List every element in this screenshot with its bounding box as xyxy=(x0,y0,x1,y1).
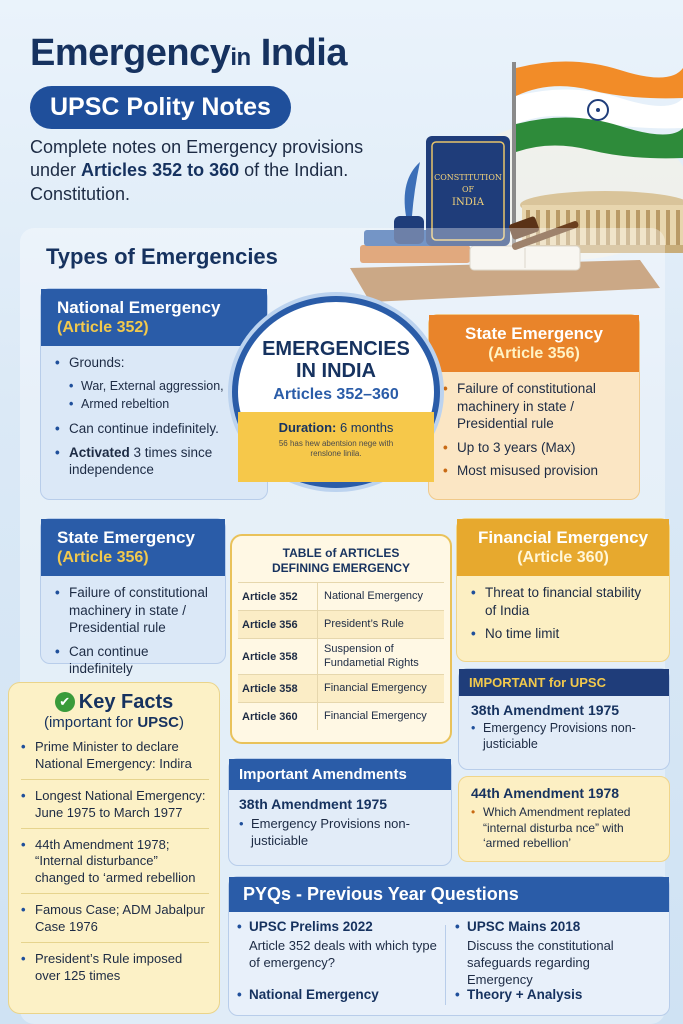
center-note: 56 has hew abentsion nege with renslone linila. xyxy=(278,439,394,459)
pyq-mains: • UPSC Mains 2018 Discuss the constitutional safeguards regarding Emergency • Theory + Analysis xyxy=(455,919,655,989)
financial-emergency-header: Financial Emergency (Article 360) xyxy=(457,519,669,576)
important-title: 38th Amendment 1975 xyxy=(471,702,620,718)
pyq-box xyxy=(228,876,670,1016)
state-emergency-header: State Emergency (Article 356) xyxy=(41,519,225,576)
grounds-label: • Grounds: xyxy=(55,354,253,372)
amendment-text: • Emergency Provisions non-justiciable xyxy=(229,814,451,850)
table-row: Article 352 National Emergency xyxy=(238,582,444,610)
table-row: Article 360 Financial Emergency xyxy=(238,702,444,730)
financial-point: • No time limit xyxy=(471,625,655,643)
key-fact-item: • Prime Minister to declare National Emergency: Indira xyxy=(21,739,209,780)
pyq-heading: PYQs - Previous Year Questions xyxy=(229,877,669,912)
title-connector: in xyxy=(230,44,251,71)
important-amendments-box xyxy=(228,758,452,866)
pyq-divider xyxy=(445,925,446,1005)
table-row: Article 358 Suspension of Fundametial Rights xyxy=(238,638,444,674)
important-label: IMPORTANT for UPSC xyxy=(459,669,669,696)
check-icon: ✔ xyxy=(55,692,75,712)
table-title: TABLE of ARTICLES DEFINING EMERGENCY xyxy=(271,546,410,575)
center-articles: Articles 352–360 xyxy=(273,386,399,403)
key-facts-box: ✔ Key Facts (important for UPSC) • Prime Minister to declare National Emergency: Indira • Longest National Emergency: June 1975 to March 1977 • 44th Amendment 1978; “Internal disturbance” changed to ‘armed rebellion • Famous Case; ADM Jabalpur Case 1976 • President’s Rule imposed over 125 times xyxy=(8,682,220,1014)
key-fact-item: • Famous Case; ADM Jabalpur Case 1976 xyxy=(21,902,209,943)
types-heading: Types of Emergencies xyxy=(46,244,278,269)
pyq-prelims: • UPSC Prelims 2022 Article 352 deals with which type of emergency? • National Emergency xyxy=(237,919,437,972)
duration-label: Duration: 6 months xyxy=(278,420,394,435)
key-fact-item: • President’s Rule imposed over 125 times xyxy=(21,951,209,991)
subtitle-badge: UPSC Polity Notes xyxy=(30,86,291,129)
articles-table xyxy=(230,534,452,744)
state-emergency-card-right xyxy=(428,314,640,500)
amendment-44-box xyxy=(458,776,670,862)
state-point: • Most misused provision xyxy=(443,462,625,480)
svg-text:INDIA: INDIA xyxy=(452,197,484,208)
state-emergency-card-left xyxy=(40,518,226,677)
state-emergency-header: State Emergency (Article 356) xyxy=(429,315,639,372)
svg-text:CONSTITUTION: CONSTITUTION xyxy=(434,173,502,182)
ground-item: • Armed rebeltion xyxy=(55,396,253,412)
table-row: Article 356 President’s Rule xyxy=(238,610,444,638)
svg-text:OF: OF xyxy=(461,185,475,194)
amendment-title: 38th Amendment 1975 xyxy=(239,796,388,812)
emergencies-center-badge: EMERGENCIES IN INDIA Articles 352–360 Duration: 6 months 56 has hew abentsion nege with renslone linila. xyxy=(232,296,440,488)
amendments-heading: Important Amendments xyxy=(229,759,451,790)
key-fact-item: • 44th Amendment 1978; “Internal disturbance” changed to ‘armed rebellion xyxy=(21,837,209,895)
national-point: • Activated 3 times since independence xyxy=(55,444,253,479)
state-point: • Can continue indefinitely xyxy=(55,643,211,678)
national-point: • Can continue indefinitely. xyxy=(55,420,253,438)
important-for-upsc-box xyxy=(458,668,670,770)
state-point: • Failure of constitutional machinery in state / Presidential rule xyxy=(443,380,625,433)
important-text: • Emergency Provisions non-justiciable xyxy=(459,720,669,753)
state-point: • Up to 3 years (Max) xyxy=(443,439,625,457)
ground-item: • War, External aggression, xyxy=(55,378,253,394)
financial-emergency-card xyxy=(456,518,670,662)
national-emergency-header: National Emergency (Article 352) xyxy=(41,289,267,346)
amendment-44-title: 44th Amendment 1978 xyxy=(471,785,620,801)
intro-text: Complete notes on Emergency provisions under Articles 352 to 360 of the Indian. Constitution. xyxy=(30,137,364,204)
state-point: • Failure of constitutional machinery in state / Presidential rule xyxy=(55,584,211,637)
page-title: Emergencyin India xyxy=(30,32,347,74)
financial-point: • Threat to financial stability of India xyxy=(471,584,655,619)
key-fact-item: • Longest National Emergency: June 1975 to March 1977 xyxy=(21,788,209,829)
amendment-44-text: • Which Amendment replated “internal disturba nce” with ‘armed rebellion’ xyxy=(459,803,669,852)
table-row: Article 358 Financial Emergency xyxy=(238,674,444,702)
